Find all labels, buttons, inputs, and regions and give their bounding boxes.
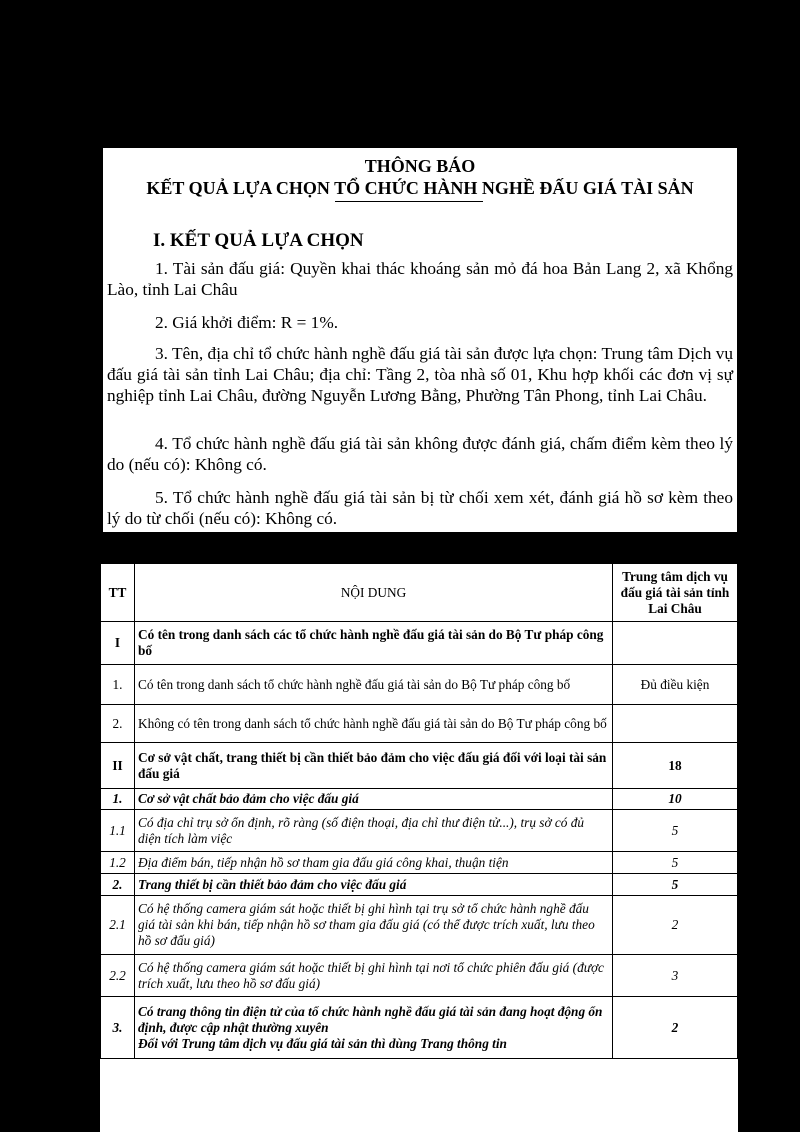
header-content: NỘI DUNG: [135, 564, 613, 622]
row-value: 5: [613, 810, 738, 852]
row-value: 2: [613, 896, 738, 955]
table-row: [101, 789, 738, 810]
row-tt: 1.: [101, 789, 135, 810]
notice-subtitle: KẾT QUẢ LỰA CHỌN TỔ CHỨC HÀNH NGHỀ ĐẤU GIÁ TÀI SẢN: [146, 178, 694, 198]
row-tt: II: [101, 743, 135, 789]
table-row: [101, 852, 738, 874]
row-tt: 2.2: [101, 955, 135, 997]
table-row: [101, 955, 738, 997]
table-row: [101, 810, 738, 852]
row-value: 3: [613, 955, 738, 997]
evaluation-table: [100, 563, 738, 1059]
table-header-row: [101, 564, 738, 622]
paragraph-1: 1. Tài sản đấu giá: Quyền khai thác khoáng sản mỏ đá hoa Bản Lang 2, xã Khổng Lào, tỉnh Lai Châu: [107, 259, 733, 299]
row-content: Trang thiết bị cần thiết bảo đảm cho việc đấu giá: [135, 874, 613, 896]
title-underline: [335, 201, 483, 202]
row-value: 2: [613, 997, 738, 1059]
row-tt: 1.1: [101, 810, 135, 852]
row-content: Có tên trong danh sách các tổ chức hành nghề đấu giá tài sản do Bộ Tư pháp công bố: [135, 622, 613, 665]
paragraph-2: 2. Giá khởi điểm: R = 1%.: [155, 313, 339, 332]
row-content-continued: Đối với Trung tâm dịch vụ đấu giá tài sản thì dùng Trang thông tin: [138, 1035, 507, 1051]
row-tt: 1.: [101, 665, 135, 705]
row-content: Có địa chỉ trụ sở ổn định, rõ ràng (số điện thoại, địa chỉ thư điện tử...), trụ sở có đủ diện tích làm việc: [135, 810, 613, 852]
row-content-main: Có trang thông tin điện tử của tổ chức hành nghề đấu giá tài sản đang hoạt động ổn định, được cập nhật thường xuyên: [138, 1003, 603, 1035]
row-content: Có hệ thống camera giám sát hoặc thiết bị ghi hình tại nơi tổ chức phiên đấu giá (được trích xuất, lưu theo hồ sơ đấu giá): [135, 955, 613, 997]
row-content: Không có tên trong danh sách tổ chức hành nghề đấu giá tài sản do Bộ Tư pháp công bố: [135, 705, 613, 743]
table-row: [101, 622, 738, 665]
paragraph-5: 5. Tổ chức hành nghề đấu giá tài sản bị từ chối xem xét, đánh giá hồ sơ kèm theo lý do từ chối (nếu có): Không có.: [107, 488, 733, 528]
row-tt: 2.: [101, 874, 135, 896]
header-tt: TT: [101, 564, 135, 622]
row-value: 5: [613, 874, 738, 896]
table-row: [101, 705, 738, 743]
table-row: [101, 743, 738, 789]
section-heading: I. KẾT QUẢ LỰA CHỌN: [153, 230, 364, 251]
evaluation-table-section: [100, 563, 738, 1132]
table-row: [101, 997, 738, 1059]
table-row: [101, 665, 738, 705]
row-content: Có tên trong danh sách tổ chức hành nghề đấu giá tài sản do Bộ Tư pháp công bố: [135, 665, 613, 705]
notice-title: THÔNG BÁO: [364, 156, 476, 176]
row-content: Địa điểm bán, tiếp nhận hồ sơ tham gia đấu giá công khai, thuận tiện: [135, 852, 613, 874]
table-row: [101, 874, 738, 896]
row-content: Có hệ thống camera giám sát hoặc thiết bị ghi hình tại trụ sở tổ chức hành nghề đấu giá tài sản khi bán, tiếp nhận hồ sơ tham gia đấu giá (có thể được trích xuất, lưu theo hồ sơ đấu giá): [135, 896, 613, 955]
row-tt: 2.1: [101, 896, 135, 955]
row-value: [613, 622, 738, 665]
row-content: [135, 997, 613, 1059]
row-tt: 3.: [101, 997, 135, 1059]
notice-section: [103, 148, 737, 532]
row-tt: 2.: [101, 705, 135, 743]
row-tt: 1.2: [101, 852, 135, 874]
row-value: 5: [613, 852, 738, 874]
row-content: Cơ sở vật chất, trang thiết bị cần thiết bảo đảm cho việc đấu giá đối với loại tài sản đấu giá: [135, 743, 613, 789]
table-row: [101, 896, 738, 955]
row-content: Cơ sở vật chất bảo đảm cho việc đấu giá: [135, 789, 613, 810]
header-org: Trung tâm dịch vụ đấu giá tài sản tỉnh Lai Châu: [613, 564, 738, 622]
paragraph-4: 4. Tổ chức hành nghề đấu giá tài sản không được đánh giá, chấm điểm kèm theo lý do (nếu có): Không có.: [107, 434, 733, 474]
row-value: Đủ điều kiện: [613, 665, 738, 705]
row-tt: I: [101, 622, 135, 665]
paragraph-3: 3. Tên, địa chỉ tổ chức hành nghề đấu giá tài sản được lựa chọn: Trung tâm Dịch vụ đấu giá tài sản tỉnh Lai Châu; địa chỉ: Tầng 2, tòa nhà số 01, Khu hợp khối các đơn vị sự nghiệp tỉnh Lai Châu, đường Nguyễn Lương Bằng, Phường Tân Phong, tỉnh Lai Châu.: [107, 344, 733, 405]
row-value: [613, 705, 738, 743]
row-value: 18: [613, 743, 738, 789]
row-value: 10: [613, 789, 738, 810]
